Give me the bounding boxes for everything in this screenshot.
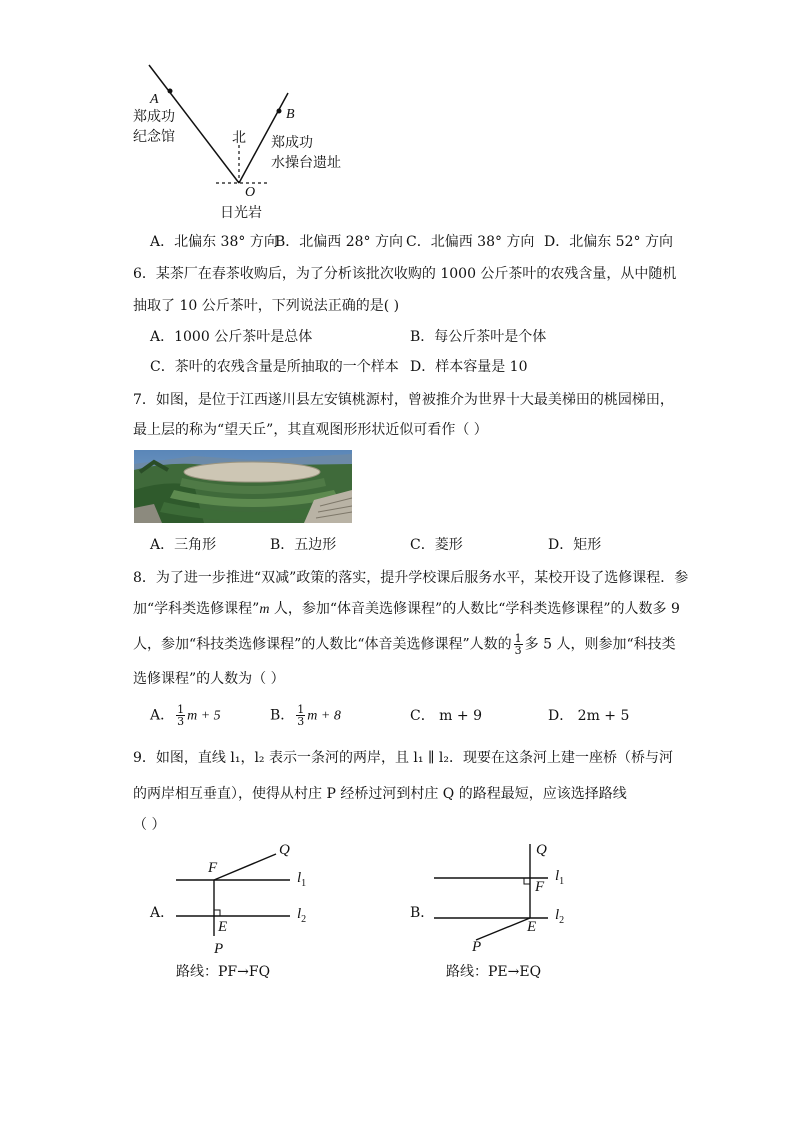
figa-route: 路线：PF→FQ <box>176 964 271 980</box>
figb-route: 路线：PE→EQ <box>446 964 542 980</box>
figa-point-f: F <box>208 860 218 876</box>
q7-option-a: A．三角形 <box>150 537 217 553</box>
q8-fraction <box>514 633 523 656</box>
q8-option-d: D． 2m + 5 <box>548 708 630 724</box>
q8-line2-suffix: 人，参加“体音美选修课程”的人数比“学科类选修课程”的人数多 9 <box>269 601 680 617</box>
q8-option-a-fraction <box>176 704 185 727</box>
q8-option-a-label: A． <box>150 707 175 724</box>
q9-stem-line1: 9．如图，直线 l₁，l₂ 表示一条河的两岸，且 l₁ ∥ l₂．现要在这条河上建一座桥（桥与河 <box>133 750 673 766</box>
fraction-numerator: 1 <box>297 703 305 716</box>
q6-option-d: D．样本容量是 10 <box>410 359 528 375</box>
figb-point-f: F <box>535 879 545 895</box>
figb-label-l2 <box>555 907 564 926</box>
q5-option-c: C．北偏西 38° 方向 <box>406 234 535 250</box>
q8-option-b-expr: m + 8 <box>307 708 341 724</box>
figa-path-fq <box>214 854 276 880</box>
figa-point-p: P <box>214 941 224 957</box>
label-a-line2: 纪念馆 <box>133 129 175 145</box>
q6-option-b: B．每公斤茶叶是个体 <box>410 329 547 345</box>
q5-option-b: B．北偏西 28° 方向 <box>275 234 404 250</box>
q5-option-d: D．北偏东 52° 方向 <box>544 234 673 250</box>
q6-stem-line2: 抽取了 10 公斤茶叶，下列说法正确的是( ) <box>133 298 400 314</box>
figb-label-l1 <box>555 868 564 887</box>
fraction-denominator: 3 <box>514 644 522 657</box>
point-o-label: O <box>245 185 256 200</box>
fraction-numerator: 1 <box>514 632 522 645</box>
q8-line2-prefix: 加“学科类选修课程” <box>133 601 260 617</box>
q8-variable-m: m <box>259 602 270 617</box>
q7-stem-line1: 7．如图，是位于江西遂川县左安镇桃源村，曾被推介为世界十大最美梯田的桃园梯田， <box>133 392 674 408</box>
figa-label-l2 <box>297 906 306 925</box>
q8-option-a <box>150 704 221 727</box>
q9-figure-b <box>430 840 600 960</box>
q8-line3-prefix: 人，参加“科技类选修课程”的人数比“体音美选修课程”人数的 <box>133 636 512 653</box>
q8-stem-line2 <box>133 599 680 620</box>
l-letter: l <box>297 870 302 886</box>
figb-point-q: Q <box>536 842 547 858</box>
figa-right-angle-mark <box>214 910 220 916</box>
figb-right-angle-mark <box>524 878 530 884</box>
terrace-photo <box>134 450 352 523</box>
q8-stem-line4: 选修课程”的人数为（ ） <box>133 671 285 687</box>
point-b-label: B <box>286 107 295 122</box>
q6-stem-line1: 6．某茶厂在春茶收购后，为了分析该批次收购的 1000 公斤茶叶的农残含量，从中随机 <box>133 266 677 282</box>
q8-option-a-expr: m + 5 <box>187 708 221 724</box>
q8-option-b-label: B． <box>270 707 295 724</box>
figa-point-e: E <box>218 919 228 935</box>
l-subscript: 2 <box>301 914 307 925</box>
figb-point-e: E <box>527 919 537 935</box>
q7-option-b: B．五边形 <box>270 537 337 553</box>
point-a-label: A <box>150 92 159 107</box>
north-label: 北 <box>232 130 246 146</box>
q7-option-d: D．矩形 <box>548 537 602 553</box>
q8-stem-line1: 8．为了进一步推进“双减”政策的落实，提升学校课后服务水平，某校开设了选修课程．参 <box>133 570 689 586</box>
q7-option-c: C．菱形 <box>410 537 463 553</box>
q5-option-a: A．北偏东 38° 方向 <box>150 234 278 250</box>
l-letter: l <box>555 868 560 884</box>
label-b-line1: 郑成功 <box>271 135 313 151</box>
l-letter: l <box>297 906 302 922</box>
l-subscript: 1 <box>559 876 565 887</box>
q9-stem-line2: 的两岸相互垂直），使得从村庄 P 经桥过河到村庄 Q 的路程最短，应该选择路线 <box>133 786 627 802</box>
fraction-denominator: 3 <box>177 715 185 728</box>
l-subscript: 2 <box>559 915 565 926</box>
q6-option-c: C．茶叶的农残含量是所抽取的一个样本 <box>150 359 399 375</box>
point-b-dot <box>277 109 282 114</box>
q8-option-b-fraction <box>296 704 305 727</box>
label-o: 日光岩 <box>220 205 262 221</box>
figa-label-l1 <box>297 870 306 889</box>
point-a-dot <box>168 89 173 94</box>
l-letter: l <box>555 907 560 923</box>
figb-path-pe <box>476 918 530 940</box>
l-subscript: 1 <box>301 878 307 889</box>
q8-line3-suffix: 多 5 人，则参加“科技类 <box>524 636 676 653</box>
q6-option-a: A．1000 公斤茶叶是总体 <box>150 329 313 345</box>
q8-option-c: C． m + 9 <box>410 708 482 724</box>
q7-stem-line2: 最上层的称为“望天丘”，其直观图形形状近似可看作（ ） <box>133 422 488 438</box>
q9-figure-a-label: A． <box>150 905 175 921</box>
q8-stem-line3 <box>133 633 676 656</box>
label-a-line1: 郑成功 <box>133 109 175 125</box>
q9-stem-line3: （ ） <box>133 817 166 833</box>
q9-figure-a <box>170 840 340 960</box>
fraction-denominator: 3 <box>297 715 305 728</box>
figa-point-q: Q <box>279 842 290 858</box>
label-b-line2: 水操台遗址 <box>271 155 341 171</box>
figb-point-p: P <box>472 939 482 955</box>
fraction-numerator: 1 <box>177 703 185 716</box>
q9-figure-b-label: B． <box>410 905 435 921</box>
q8-option-b <box>270 704 341 727</box>
